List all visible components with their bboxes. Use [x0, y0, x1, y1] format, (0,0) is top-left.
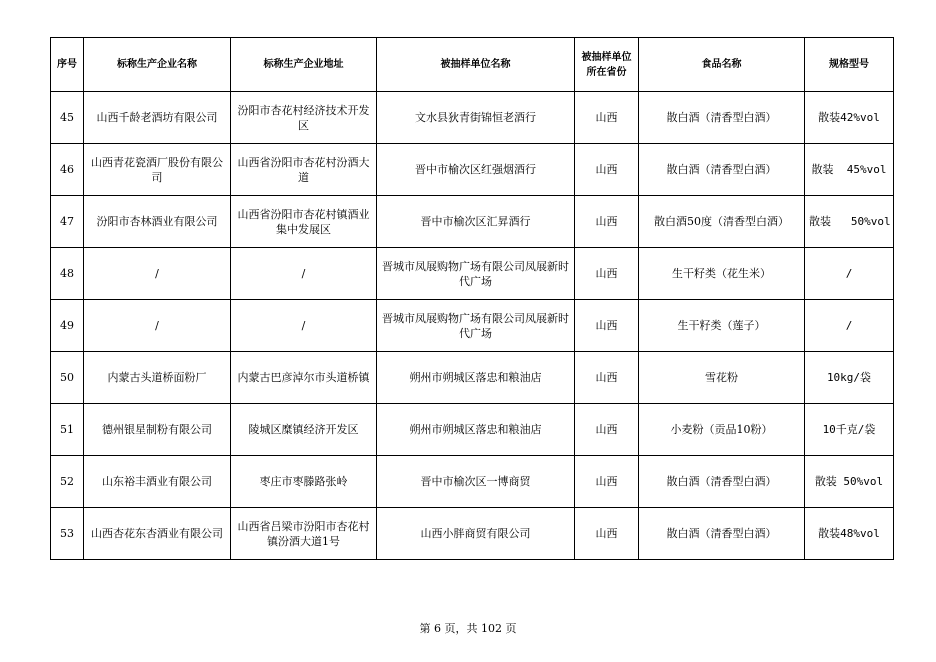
cell-food-name: 散白酒（清香型白酒） — [639, 92, 805, 144]
cell-manufacturer-address: / — [231, 248, 377, 300]
cell-province: 山西 — [575, 144, 639, 196]
cell-manufacturer-address: 枣庄市枣滕路张岭 — [231, 456, 377, 508]
table-row — [51, 196, 894, 248]
cell-specification: 10千克/袋 — [805, 404, 894, 456]
cell-province: 山西 — [575, 92, 639, 144]
cell-sampled-unit-name: 晋中市榆次区汇昇酒行 — [377, 196, 575, 248]
cell-food-name: 生干籽类（莲子） — [639, 300, 805, 352]
header-manufacturer-name: 标称生产企业名称 — [84, 38, 231, 92]
cell-sampled-unit-name: 文水县狄青街锦恒老酒行 — [377, 92, 575, 144]
cell-province: 山西 — [575, 352, 639, 404]
cell-manufacturer-name: / — [84, 300, 231, 352]
cell-food-name: 散白酒50度（清香型白酒） — [639, 196, 805, 248]
cell-manufacturer-address: 山西省吕梁市汾阳市杏花村镇汾酒大道1号 — [231, 508, 377, 560]
cell-specification: 散装 50%vol — [805, 196, 894, 248]
cell-manufacturer-name: / — [84, 248, 231, 300]
cell-specification: / — [805, 300, 894, 352]
table-row — [51, 300, 894, 352]
cell-manufacturer-address: 陵城区糜镇经济开发区 — [231, 404, 377, 456]
cell-province: 山西 — [575, 248, 639, 300]
cell-serial-number: 46 — [51, 144, 84, 196]
cell-serial-number: 47 — [51, 196, 84, 248]
cell-sampled-unit-name: 山西小胖商贸有限公司 — [377, 508, 575, 560]
cell-manufacturer-address: / — [231, 300, 377, 352]
cell-sampled-unit-name: 晋中市榆次区红强烟酒行 — [377, 144, 575, 196]
cell-sampled-unit-name: 晋中市榆次区一博商贸 — [377, 456, 575, 508]
table-row — [51, 352, 894, 404]
cell-food-name: 小麦粉（贡品10粉） — [639, 404, 805, 456]
cell-serial-number: 53 — [51, 508, 84, 560]
cell-serial-number: 51 — [51, 404, 84, 456]
cell-province: 山西 — [575, 300, 639, 352]
cell-manufacturer-address: 汾阳市杏花村经济技术开发区 — [231, 92, 377, 144]
cell-serial-number: 52 — [51, 456, 84, 508]
cell-serial-number: 45 — [51, 92, 84, 144]
cell-sampled-unit-name: 朔州市朔城区落忠和粮油店 — [377, 352, 575, 404]
cell-serial-number: 48 — [51, 248, 84, 300]
cell-serial-number: 50 — [51, 352, 84, 404]
table-row — [51, 144, 894, 196]
header-food-name: 食品名称 — [639, 38, 805, 92]
cell-province: 山西 — [575, 508, 639, 560]
cell-sampled-unit-name: 晋城市凤展购物广场有限公司凤展新时代广场 — [377, 300, 575, 352]
cell-specification: 散装 50%vol — [805, 456, 894, 508]
table-row — [51, 92, 894, 144]
table-row — [51, 404, 894, 456]
cell-food-name: 生干籽类（花生米） — [639, 248, 805, 300]
header-specification: 规格型号 — [805, 38, 894, 92]
cell-province: 山西 — [575, 456, 639, 508]
table-row — [51, 456, 894, 508]
table-row — [51, 248, 894, 300]
cell-manufacturer-name: 山西杏花东杏酒业有限公司 — [84, 508, 231, 560]
header-manufacturer-address: 标称生产企业地址 — [231, 38, 377, 92]
header-sampled-unit-province: 被抽样单位所在省份 — [575, 38, 639, 92]
cell-food-name: 散白酒（清香型白酒） — [639, 508, 805, 560]
cell-manufacturer-name: 德州银星制粉有限公司 — [84, 404, 231, 456]
cell-specification: / — [805, 248, 894, 300]
cell-manufacturer-name: 山东裕丰酒业有限公司 — [84, 456, 231, 508]
sampling-results-table — [50, 37, 894, 560]
cell-specification: 散装 45%vol — [805, 144, 894, 196]
cell-province: 山西 — [575, 196, 639, 248]
table-header-row — [51, 38, 894, 92]
cell-food-name: 雪花粉 — [639, 352, 805, 404]
cell-serial-number: 49 — [51, 300, 84, 352]
cell-sampled-unit-name: 朔州市朔城区落忠和粮油店 — [377, 404, 575, 456]
cell-manufacturer-address: 山西省汾阳市杏花村汾酒大道 — [231, 144, 377, 196]
cell-specification: 散装48%vol — [805, 508, 894, 560]
cell-manufacturer-name: 山西青花瓷酒厂股份有限公司 — [84, 144, 231, 196]
cell-food-name: 散白酒（清香型白酒） — [639, 144, 805, 196]
cell-manufacturer-address: 内蒙古巴彦淖尔市头道桥镇 — [231, 352, 377, 404]
table-row — [51, 508, 894, 560]
cell-specification: 散装42%vol — [805, 92, 894, 144]
cell-food-name: 散白酒（清香型白酒） — [639, 456, 805, 508]
cell-manufacturer-name: 汾阳市杏林酒业有限公司 — [84, 196, 231, 248]
page-number-footer: 第 6 页，共 102 页 — [419, 622, 517, 635]
cell-manufacturer-address: 山西省汾阳市杏花村镇酒业集中发展区 — [231, 196, 377, 248]
cell-province: 山西 — [575, 404, 639, 456]
cell-sampled-unit-name: 晋城市凤展购物广场有限公司凤展新时代广场 — [377, 248, 575, 300]
header-serial-number: 序号 — [51, 38, 84, 92]
cell-specification: 10kg/袋 — [805, 352, 894, 404]
header-sampled-unit-name: 被抽样单位名称 — [377, 38, 575, 92]
cell-manufacturer-name: 内蒙古头道桥面粉厂 — [84, 352, 231, 404]
cell-manufacturer-name: 山西千龄老酒坊有限公司 — [84, 92, 231, 144]
